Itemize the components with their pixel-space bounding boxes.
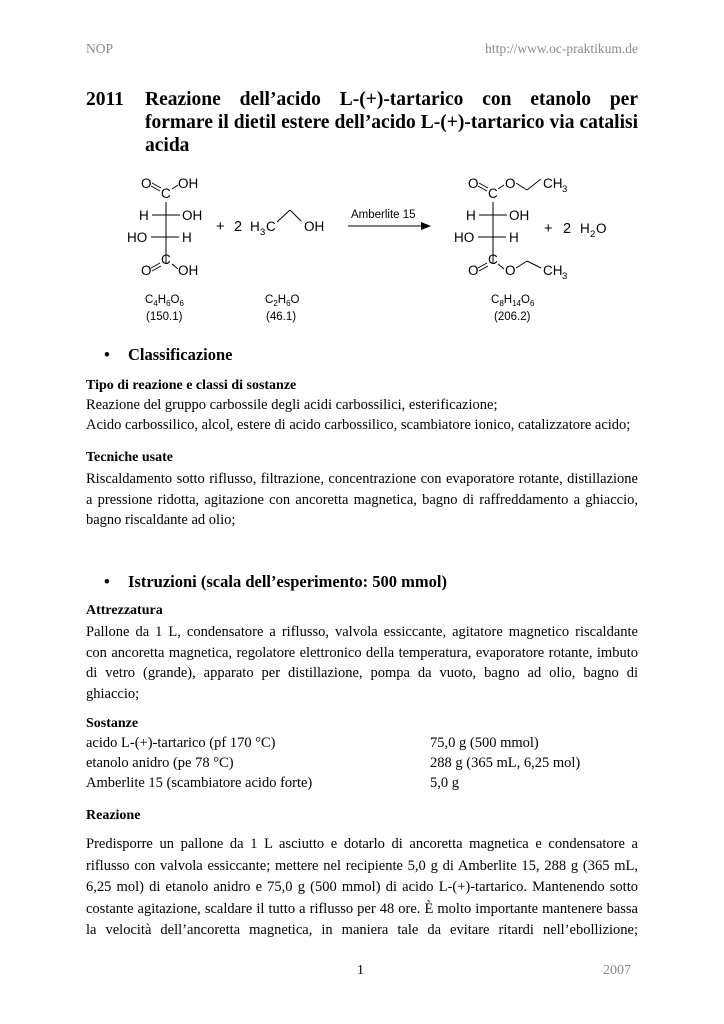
svg-text:CH: CH (543, 263, 563, 278)
experiment-number: 2011 (86, 89, 124, 110)
tartaric-acid-structure (127, 176, 202, 278)
svg-text:C: C (266, 219, 276, 234)
substance-name: Amberlite 15 (scambiatore acido forte) (86, 775, 313, 791)
heading-sostanze: Sostanze (86, 716, 139, 731)
svg-text:+: + (544, 221, 553, 237)
svg-text:2: 2 (590, 229, 596, 240)
mass-diethyl-tartrate: (206.2) (494, 311, 531, 323)
atom-c: C (161, 252, 171, 267)
mass-ethanol: (46.1) (266, 311, 297, 323)
svg-text:HO: HO (454, 230, 475, 245)
svg-text:O: O (468, 263, 479, 278)
formula-labels (145, 294, 535, 323)
catalyst-label: Amberlite 15 (351, 209, 416, 221)
coefficient: 2 (234, 219, 243, 235)
header-url: http://www.oc-praktikum.de (485, 41, 638, 56)
tipo-line-2: Acido carbossilico, alcol, estere di acido carbossilico, scambiatore ionico, catalizzatore acido; (86, 417, 631, 433)
attrezzatura-paragraph: Pallone da 1 L, condensatore a riflusso, valvola essiccante, agitatore magnetico riscaldante con ancoretta magnetica, regolatore elettronico della temperatura, evaporatore rotante, imbuto di vetro (grande), apparato per distillazione, pompa da vuoto, bagno ad olio, bagno di ghiaccio; (86, 624, 638, 702)
heading-reazione: Reazione (86, 808, 141, 823)
header-left: NOP (86, 41, 114, 56)
title-line-1: Reazione dell’acido L-(+)-tartarico con etanolo per (145, 89, 638, 110)
svg-text:2: 2 (563, 221, 572, 237)
svg-text:3: 3 (260, 227, 266, 238)
arrow-head (421, 222, 431, 230)
svg-text:O: O (596, 221, 607, 236)
formula-diethyl-tartrate: $C_8H_{14}O_6$ (491, 294, 535, 308)
svg-text:H: H (466, 208, 476, 223)
atom-oh: OH (178, 176, 199, 191)
title-line-3: acida (145, 135, 190, 156)
substance-amount: 5,0 g (430, 775, 459, 791)
substance-name: acido L-(+)-tartarico (pf 170 °C) (86, 735, 276, 751)
svg-text:C: C (488, 252, 498, 267)
svg-text:O: O (505, 263, 516, 278)
reazione-paragraph: Predisporre un pallone da 1 L asciutto e dotarlo di ancoretta magnetica e condensatore a riflusso con valvola essiccante; mettere nel recipiente 5,0 g di Amberlite 15, 288 g (365 mL, 6,25 mol) di etanolo anidro e 75,0 g (500 mmol) di acido L-(+)-tartarico. Mantenendo sotto costante agitazione, scaldare il tutto a riflusso per 48 ore. È molto importante mantenere bassa la velocità dell’ancoretta magnetica, in maniera tale da evitare ritardi nell’ebollizione; (86, 836, 638, 938)
svg-text:C: C (488, 186, 498, 201)
substance-amount: 75,0 g (500 mmol) (430, 735, 539, 751)
plus-sign: + (216, 219, 225, 235)
substance-name: etanolo anidro (pe 78 °C) (86, 755, 234, 771)
svg-text:O: O (505, 176, 516, 191)
heading-tecniche: Tecniche usate (86, 450, 173, 465)
atom-ho: HO (127, 230, 148, 245)
formula-tartaric-acid: $C_4H_6O_6$ (145, 294, 184, 308)
atom-c: C (161, 186, 171, 201)
svg-text:3: 3 (562, 271, 568, 282)
heading-attrezzatura: Attrezzatura (86, 603, 163, 618)
svg-text:3: 3 (562, 184, 568, 195)
atom-o: O (141, 263, 152, 278)
atom-h: H (182, 230, 192, 245)
svg-text:H: H (250, 219, 260, 234)
svg-text:H: H (580, 221, 590, 236)
page-number: 1 (357, 963, 364, 978)
svg-text:OH: OH (509, 208, 530, 223)
reaction-scheme (0, 160, 724, 330)
atom-h: H (139, 208, 149, 223)
bullet-icon: • (104, 572, 110, 591)
bullet-icon: • (104, 345, 110, 364)
svg-text:H: H (509, 230, 519, 245)
ethanol-structure (250, 210, 324, 238)
heading-tipo: Tipo di reazione e classi di sostanze (86, 378, 297, 393)
svg-text:OH: OH (304, 219, 325, 234)
svg-text:CH: CH (543, 176, 563, 191)
footer-year: 2007 (603, 963, 631, 978)
title-line-2: formare il dietil estere dell’acido L-(+)-tartarico via catalisi (145, 112, 638, 133)
atom-o: O (141, 176, 152, 191)
substance-amount: 288 g (365 mL, 6,25 mol) (430, 755, 581, 771)
tecniche-paragraph: Riscaldamento sotto riflusso, filtrazione, concentrazione con evaporatore rotante, distillazione a pressione ridotta, agitazione con ancoretta magnetica, bagno di raffreddamento a ghiaccio, bagno riscaldante ad olio; (86, 471, 638, 528)
tipo-line-1: Reazione del gruppo carbossile degli acidi carbossilici, esterificazione; (86, 397, 498, 413)
water-formula (580, 221, 607, 240)
svg-text:O: O (468, 176, 479, 191)
mass-tartaric-acid: (150.1) (146, 311, 183, 323)
atom-oh: OH (182, 208, 203, 223)
atom-oh: OH (178, 263, 199, 278)
formula-ethanol: $C_2H_6O$ (265, 294, 300, 308)
